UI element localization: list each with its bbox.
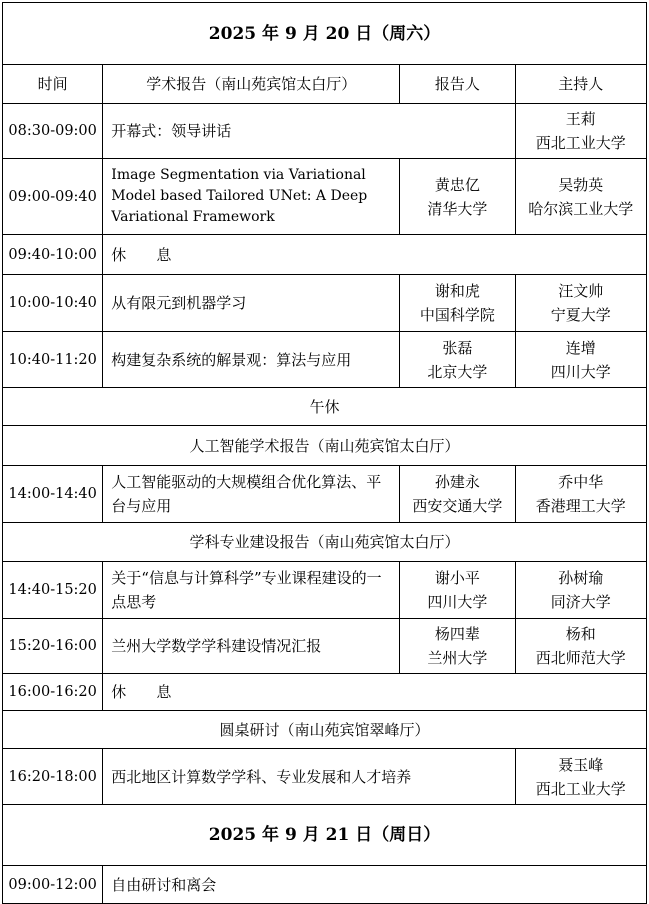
host-institution: 宁夏大学 (550, 306, 611, 324)
section-row (3, 711, 647, 749)
host-cell (515, 562, 646, 619)
time-cell: 10:40-11:20 (3, 332, 103, 388)
break-label-b: 息 (156, 245, 172, 264)
table-row (3, 235, 647, 275)
table-row (3, 275, 647, 332)
day2-title: 2025 年 9 月 21 日（周日） (3, 805, 647, 866)
host-name: 王莉 (565, 110, 596, 128)
time-cell: 14:00-14:40 (3, 466, 103, 523)
host-cell (515, 332, 646, 388)
time-cell: 08:30-09:00 (3, 104, 103, 159)
host-name: 杨和 (565, 625, 596, 643)
break-label-a: 休 (111, 245, 127, 264)
host-name: 连增 (565, 338, 596, 357)
speaker-institution: 北京大学 (427, 362, 488, 381)
speaker-institution: 四川大学 (427, 593, 488, 611)
table-row (3, 562, 647, 619)
host-institution: 西北工业大学 (535, 779, 626, 798)
table-row (3, 674, 647, 711)
break-cell (103, 235, 647, 275)
host-institution: 西北工业大学 (535, 134, 626, 152)
table-row (3, 619, 647, 674)
time-cell: 09:00-09:40 (3, 159, 103, 235)
topic-cell: Image Segmentation via Variational Model based Tailored UNet: A Deep Variational Framework (103, 159, 400, 235)
time-cell: 14:40-15:20 (3, 562, 103, 619)
time-cell: 09:00-12:00 (3, 866, 103, 904)
section-title-ai: 人工智能学术报告（南山苑宾馆太白厅） (3, 426, 647, 466)
table-row (3, 466, 647, 523)
speaker-name: 黄忠亿 (434, 175, 480, 194)
lunch-row (3, 388, 647, 426)
lunch-break: 午休 (3, 388, 647, 426)
host-institution: 香港理工大学 (535, 497, 626, 515)
speaker-name: 杨四辈 (434, 625, 480, 643)
host-cell (515, 619, 646, 674)
topic-cell: 西北地区计算数学学科、专业发展和人才培养 (103, 749, 515, 805)
table-row (3, 332, 647, 388)
speaker-institution: 西安交通大学 (412, 497, 503, 515)
host-cell (515, 104, 646, 159)
section-row (3, 426, 647, 466)
speaker-cell (400, 332, 515, 388)
section-row (3, 523, 647, 562)
speaker-cell (400, 619, 515, 674)
topic-cell: 自由研讨和离会 (103, 866, 647, 904)
topic-cell: 开幕式：领导讲话 (103, 104, 515, 159)
host-cell (515, 275, 646, 332)
host-institution: 同济大学 (550, 593, 611, 611)
speaker-institution: 兰州大学 (427, 649, 488, 667)
header-row (3, 65, 647, 104)
speaker-cell (400, 562, 515, 619)
table-row (3, 749, 647, 805)
time-cell: 16:20-18:00 (3, 749, 103, 805)
host-institution: 哈尔滨工业大学 (528, 199, 634, 218)
speaker-name: 张磊 (442, 338, 473, 357)
table-row (3, 104, 647, 159)
host-cell (515, 159, 646, 235)
topic-cell: 关于“信息与计算科学”专业课程建设的一点思考 (103, 562, 400, 619)
table-row (3, 866, 647, 904)
header-host: 主持人 (515, 65, 646, 104)
header-report: 学术报告（南山苑宾馆太白厅） (103, 65, 400, 104)
time-cell: 15:20-16:00 (3, 619, 103, 674)
break-label-a: 休 (111, 683, 127, 701)
host-name: 聂玉峰 (558, 755, 604, 774)
topic-cell: 人工智能驱动的大规模组合优化算法、平台与应用 (103, 466, 400, 523)
speaker-institution: 中国科学院 (419, 306, 495, 324)
speaker-cell (400, 466, 515, 523)
header-time: 时间 (3, 65, 103, 104)
speaker-cell (400, 159, 515, 235)
host-institution: 四川大学 (550, 362, 611, 381)
host-name: 乔中华 (558, 473, 604, 491)
speaker-name: 谢和虎 (434, 282, 480, 300)
host-cell (515, 466, 646, 523)
day1-title: 2025 年 9 月 20 日（周六） (3, 3, 647, 65)
time-cell: 16:00-16:20 (3, 674, 103, 711)
host-cell (515, 749, 646, 805)
topic-cell: 兰州大学数学学科建设情况汇报 (103, 619, 400, 674)
speaker-cell (400, 275, 515, 332)
header-speaker: 报告人 (400, 65, 515, 104)
speaker-name: 谢小平 (434, 569, 480, 587)
table-row (3, 159, 647, 235)
break-label-b: 息 (156, 683, 172, 701)
host-institution: 西北师范大学 (535, 649, 626, 667)
time-cell: 09:40-10:00 (3, 235, 103, 275)
section-title-roundtable: 圆桌研讨（南山苑宾馆翠峰厅） (3, 711, 647, 749)
day1-title-row (3, 3, 647, 65)
time-cell: 10:00-10:40 (3, 275, 103, 332)
day2-title-row (3, 805, 647, 866)
topic-cell: 构建复杂系统的解景观：算法与应用 (103, 332, 400, 388)
host-name: 汪文帅 (558, 282, 604, 300)
section-title-discipline: 学科专业建设报告（南山苑宾馆太白厅） (3, 523, 647, 562)
host-name: 孙树瑜 (558, 569, 604, 587)
speaker-institution: 清华大学 (427, 199, 488, 218)
speaker-name: 孙建永 (434, 473, 480, 491)
schedule-table (2, 2, 647, 904)
host-name: 吴勃英 (558, 175, 604, 194)
break-cell (103, 674, 647, 711)
topic-cell: 从有限元到机器学习 (103, 275, 400, 332)
